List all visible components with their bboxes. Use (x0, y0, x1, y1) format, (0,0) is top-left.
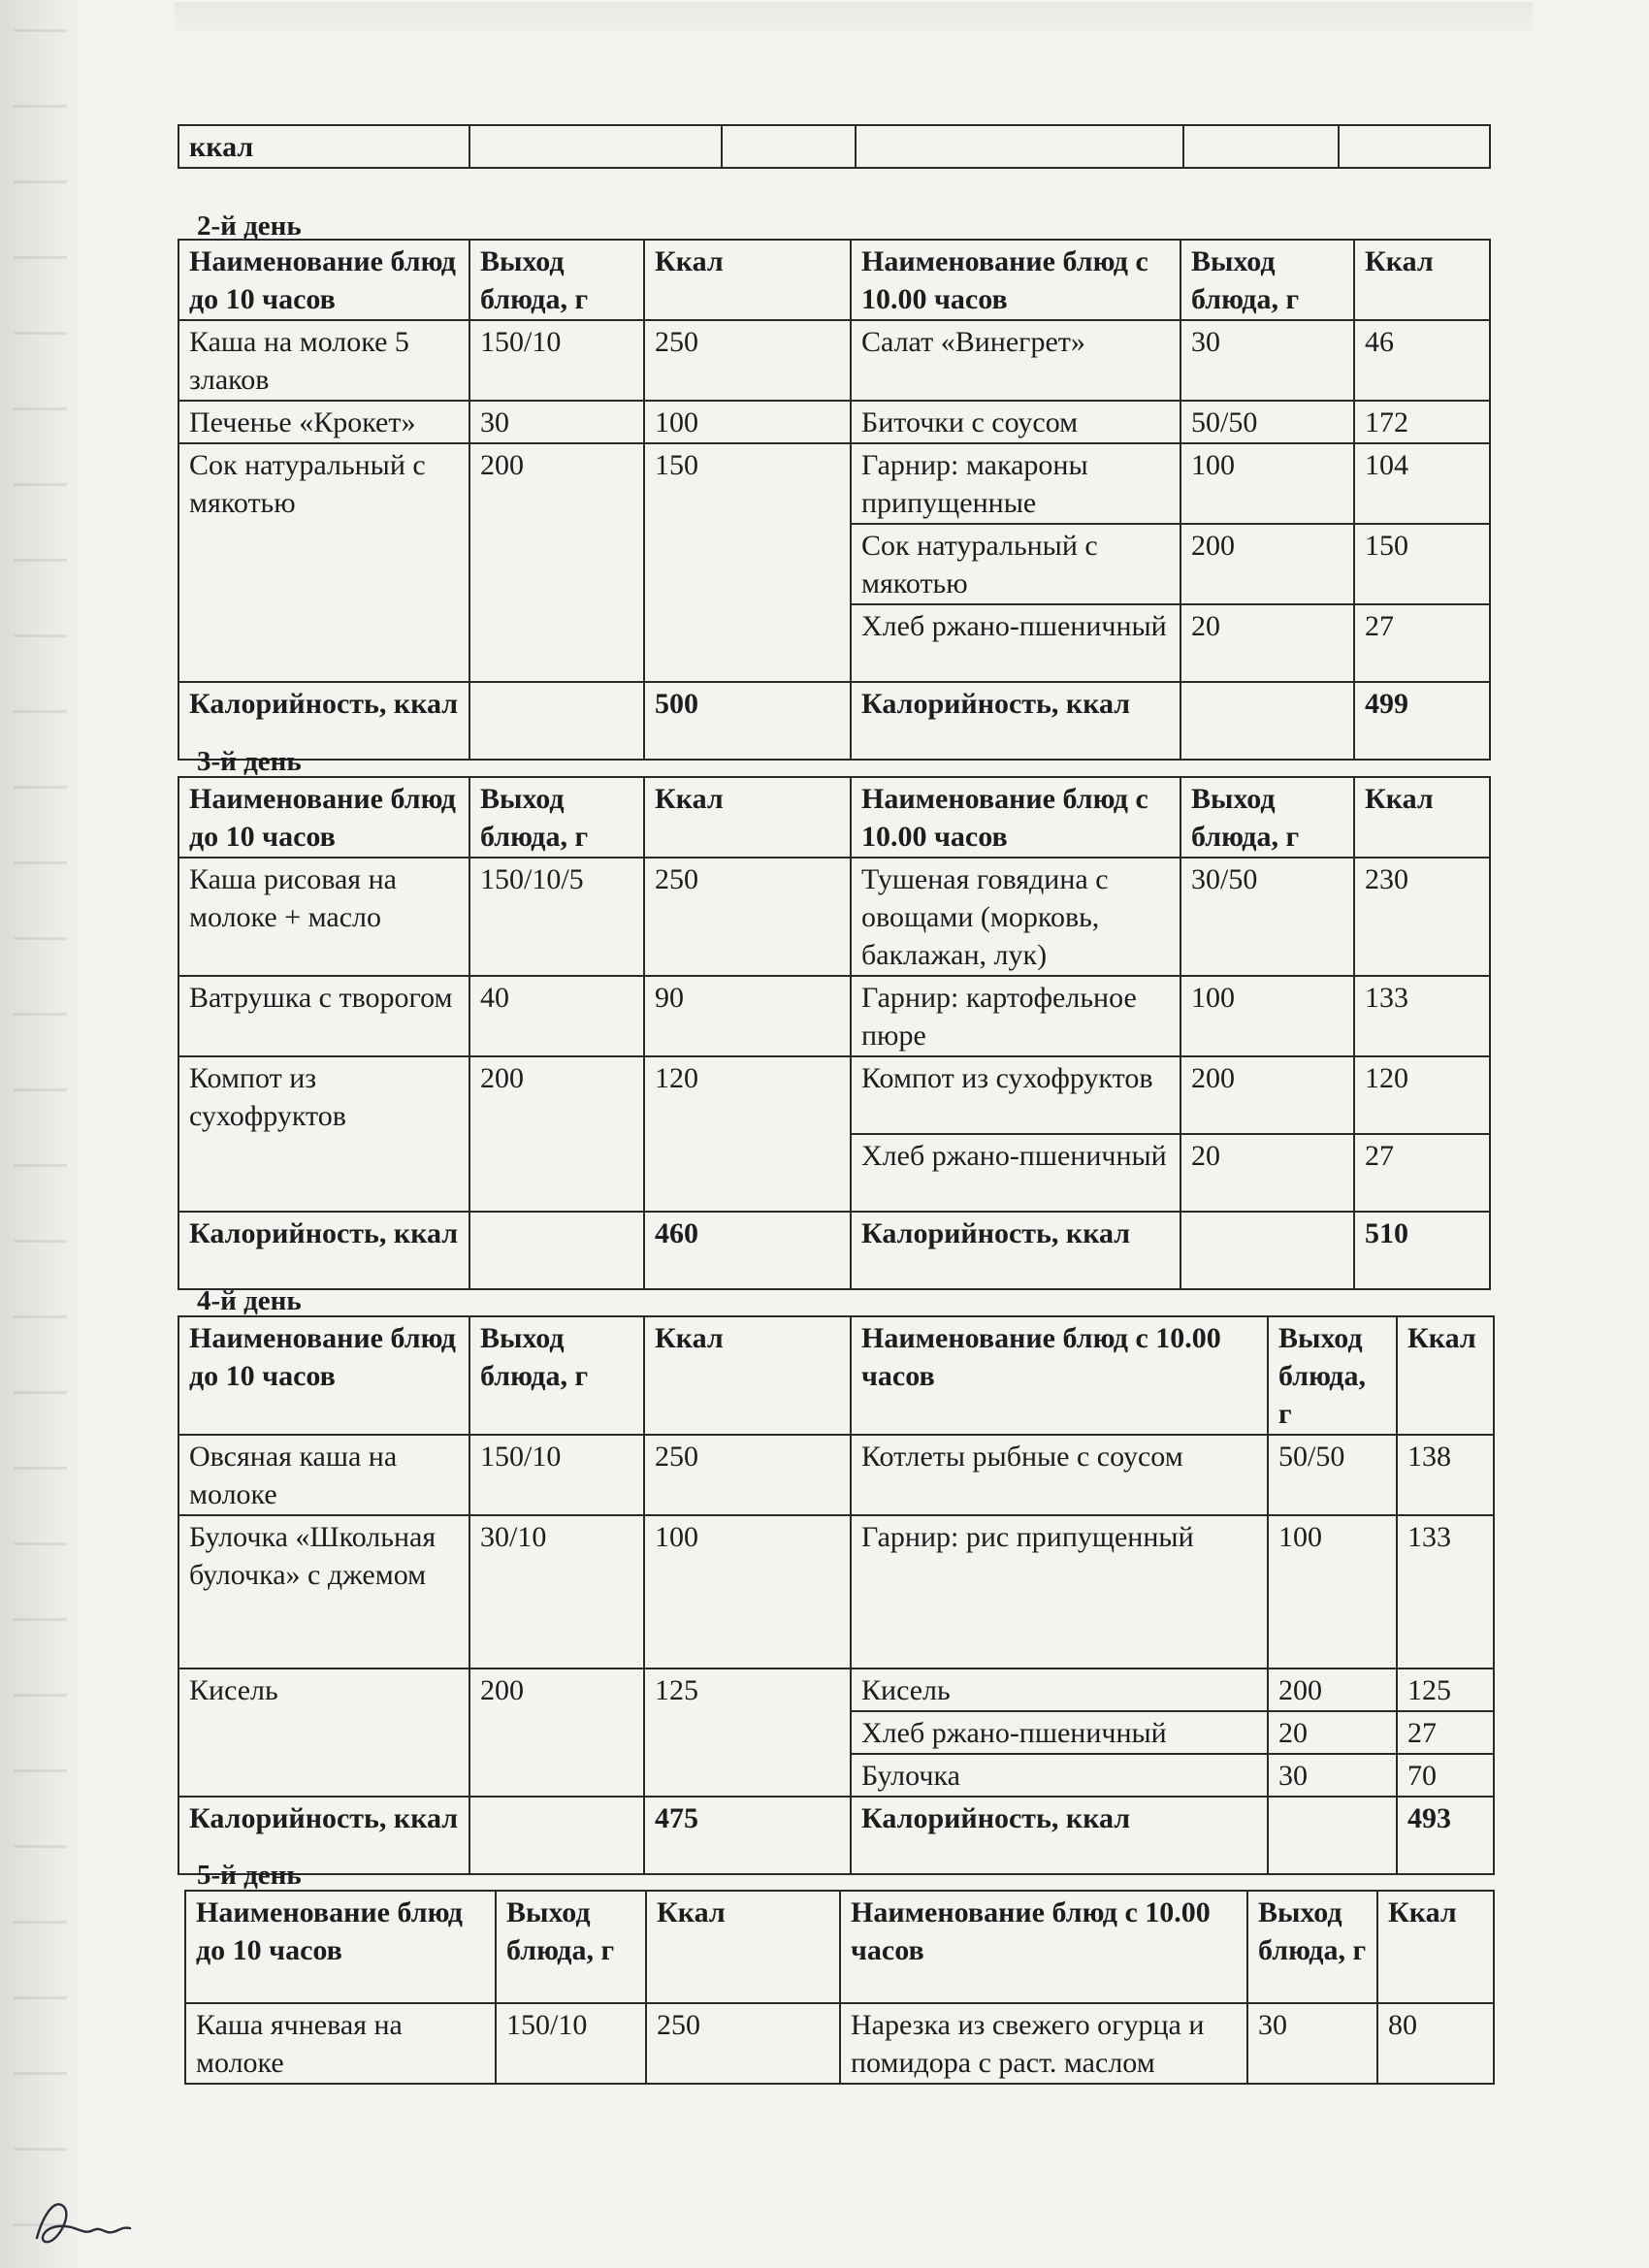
scan-top-bleed (175, 2, 1533, 41)
day-4-title: 4-й день (197, 1285, 302, 1316)
dish-kcal: 90 (644, 976, 851, 1056)
day-5-title: 5-й день (197, 1860, 302, 1891)
dish-yield: 30 (1180, 320, 1354, 401)
table-header-row (178, 240, 1490, 320)
day-3-table (178, 776, 1491, 1290)
total-kcal: 493 (1397, 1797, 1494, 1874)
dish-name: Сок натуральный с мякотью (851, 524, 1180, 604)
table-row (178, 1435, 1494, 1515)
dish-yield: 40 (469, 976, 644, 1056)
column-header: Наименование блюд до 10 часов (178, 240, 469, 320)
column-header: Ккал (1354, 777, 1490, 858)
dish-name: Котлеты рыбные с соусом (851, 1435, 1268, 1515)
dish-name: Кисель (178, 1669, 469, 1797)
dish-name: Тушеная говядина с овощами (морковь, баклажан, лук) (851, 858, 1180, 976)
dish-name: Сок натуральный с мякотью (178, 443, 469, 682)
dish-name: Хлеб ржано-пшеничный (851, 1711, 1268, 1754)
column-header: Выход блюда, г (469, 240, 644, 320)
dish-kcal: 172 (1354, 401, 1490, 443)
day-2-title: 2-й день (197, 211, 302, 242)
dish-kcal: 27 (1354, 1134, 1490, 1212)
dish-kcal: 250 (644, 1435, 851, 1515)
dish-kcal: 125 (1397, 1669, 1494, 1711)
table-header-row (178, 1316, 1494, 1435)
total-label: Калорийность, ккал (178, 1797, 469, 1874)
dish-name: Гарнир: картофельное пюре (851, 976, 1180, 1056)
column-header: Наименование блюд с 10.00 часов (851, 1316, 1268, 1435)
table-total-row (178, 1797, 1494, 1874)
dish-kcal: 100 (644, 401, 851, 443)
column-header: Выход блюда, г (1247, 1891, 1377, 2003)
dish-yield: 150/10 (469, 1435, 644, 1515)
dish-name: Биточки с соусом (851, 401, 1180, 443)
dish-yield: 200 (1180, 1056, 1354, 1134)
table-row (178, 858, 1490, 976)
dish-name: Хлеб ржано-пшеничный (851, 604, 1180, 682)
total-kcal: 499 (1354, 682, 1490, 760)
table-row (178, 976, 1490, 1056)
column-header: Ккал (1377, 1891, 1494, 2003)
dish-yield: 150/10 (469, 320, 644, 401)
dish-yield: 100 (1180, 976, 1354, 1056)
dish-name: Булочка (851, 1754, 1268, 1797)
column-header: Выход блюда, г (1268, 1316, 1397, 1435)
table-row (178, 1056, 1490, 1134)
column-header: Наименование блюд с 10.00 часов (851, 777, 1180, 858)
dish-kcal: 125 (644, 1669, 851, 1797)
dish-kcal: 138 (1397, 1435, 1494, 1515)
column-header: Выход блюда, г (1180, 777, 1354, 858)
table-row (178, 443, 1490, 524)
dish-name: Хлеб ржано-пшеничный (851, 1134, 1180, 1212)
dish-name: Овсяная каша на молоке (178, 1435, 469, 1515)
column-header: Ккал (1397, 1316, 1494, 1435)
dish-yield: 100 (1180, 443, 1354, 524)
column-header: Ккал (646, 1891, 840, 2003)
dish-kcal: 100 (644, 1515, 851, 1669)
dish-yield: 200 (469, 1056, 644, 1212)
column-header: Выход блюда, г (496, 1891, 646, 2003)
total-label: Калорийность, ккал (851, 1212, 1180, 1289)
dish-name: Ватрушка с творогом (178, 976, 469, 1056)
column-header: Выход блюда, г (469, 1316, 644, 1435)
column-header: Выход блюда, г (469, 777, 644, 858)
total-kcal: 460 (644, 1212, 851, 1289)
column-header: Наименование блюд до 10 часов (178, 777, 469, 858)
dish-name: Каша ячневая на молоке (185, 2003, 496, 2084)
dish-name: Салат «Винегрет» (851, 320, 1180, 401)
dish-name: Булочка «Школьная булочка» с джемом (178, 1515, 469, 1669)
dish-yield: 50/50 (1268, 1435, 1397, 1515)
total-kcal: 475 (644, 1797, 851, 1874)
dish-yield: 200 (469, 443, 644, 682)
dish-kcal: 104 (1354, 443, 1490, 524)
column-header: Ккал (1354, 240, 1490, 320)
dish-name: Компот из сухофруктов (851, 1056, 1180, 1134)
dish-name: Каша на молоке 5 злаков (178, 320, 469, 401)
dish-kcal: 250 (644, 320, 851, 401)
column-header: Выход блюда, г (1180, 240, 1354, 320)
dish-yield: 200 (1180, 524, 1354, 604)
column-header: Наименование блюд до 10 часов (178, 1316, 469, 1435)
dish-name: Гарнир: макароны припущенные (851, 443, 1180, 524)
dish-yield: 30 (1268, 1754, 1397, 1797)
dish-yield: 200 (1268, 1669, 1397, 1711)
total-kcal: 500 (644, 682, 851, 760)
total-label: Калорийность, ккал (178, 1212, 469, 1289)
dish-name: Каша рисовая на молоке + масло (178, 858, 469, 976)
dish-kcal: 133 (1397, 1515, 1494, 1669)
total-kcal: 510 (1354, 1212, 1490, 1289)
dish-kcal: 27 (1354, 604, 1490, 682)
dish-name: Кисель (851, 1669, 1268, 1711)
total-label: Калорийность, ккал (851, 682, 1180, 760)
dish-kcal: 150 (644, 443, 851, 682)
dish-kcal: 70 (1397, 1754, 1494, 1797)
day-4-table (178, 1315, 1495, 1875)
dish-kcal: 27 (1397, 1711, 1494, 1754)
day-3-title: 3-й день (197, 746, 302, 777)
dish-yield: 20 (1268, 1711, 1397, 1754)
dish-yield: 30 (469, 401, 644, 443)
dish-yield: 20 (1180, 604, 1354, 682)
day-2-table (178, 239, 1491, 761)
dish-kcal: 250 (644, 858, 851, 976)
table-row (178, 1669, 1494, 1711)
dish-kcal: 230 (1354, 858, 1490, 976)
dish-yield: 30/10 (469, 1515, 644, 1669)
column-header: Наименование блюд с 10.00 часов (840, 1891, 1247, 2003)
dish-yield: 50/50 (1180, 401, 1354, 443)
dish-name: Нарезка из свежего огурца и помидора с раст. маслом (840, 2003, 1247, 2084)
dish-yield: 150/10 (496, 2003, 646, 2084)
table-header-row (185, 1891, 1494, 2003)
table-row (178, 320, 1490, 401)
previous-day-table-tail (178, 124, 1491, 169)
dish-yield: 100 (1268, 1515, 1397, 1669)
table-total-row (178, 1212, 1490, 1289)
table-row (185, 2003, 1494, 2084)
signature-mark (29, 2178, 136, 2255)
total-label: Калорийность, ккал (851, 1797, 1268, 1874)
dish-kcal: 250 (646, 2003, 840, 2084)
total-label: Калорийность, ккал (178, 682, 469, 760)
table-header-row (178, 777, 1490, 858)
table-row (178, 1515, 1494, 1669)
dish-kcal: 150 (1354, 524, 1490, 604)
dish-yield: 150/10/5 (469, 858, 644, 976)
column-header: Ккал (644, 240, 851, 320)
day-5-table (184, 1890, 1495, 2085)
dish-yield: 20 (1180, 1134, 1354, 1212)
dish-kcal: 120 (1354, 1056, 1490, 1134)
dish-kcal: 46 (1354, 320, 1490, 401)
dish-yield: 30 (1247, 2003, 1377, 2084)
dish-name: Печенье «Крокет» (178, 401, 469, 443)
dish-kcal: 80 (1377, 2003, 1494, 2084)
table-row (178, 125, 1490, 168)
table-total-row (178, 682, 1490, 760)
table-row (178, 401, 1490, 443)
dish-kcal: 120 (644, 1056, 851, 1212)
dish-kcal: 133 (1354, 976, 1490, 1056)
dish-yield: 200 (469, 1669, 644, 1797)
scan-margin-shadow (0, 0, 87, 2268)
column-header: Ккал (644, 1316, 851, 1435)
dish-yield: 30/50 (1180, 858, 1354, 976)
calorie-label-cell: ккал (178, 125, 469, 168)
column-header: Наименование блюд с 10.00 часов (851, 240, 1180, 320)
column-header: Наименование блюд до 10 часов (185, 1891, 496, 2003)
dish-name: Компот из сухофруктов (178, 1056, 469, 1212)
dish-name: Гарнир: рис припущенный (851, 1515, 1268, 1669)
column-header: Ккал (644, 777, 851, 858)
